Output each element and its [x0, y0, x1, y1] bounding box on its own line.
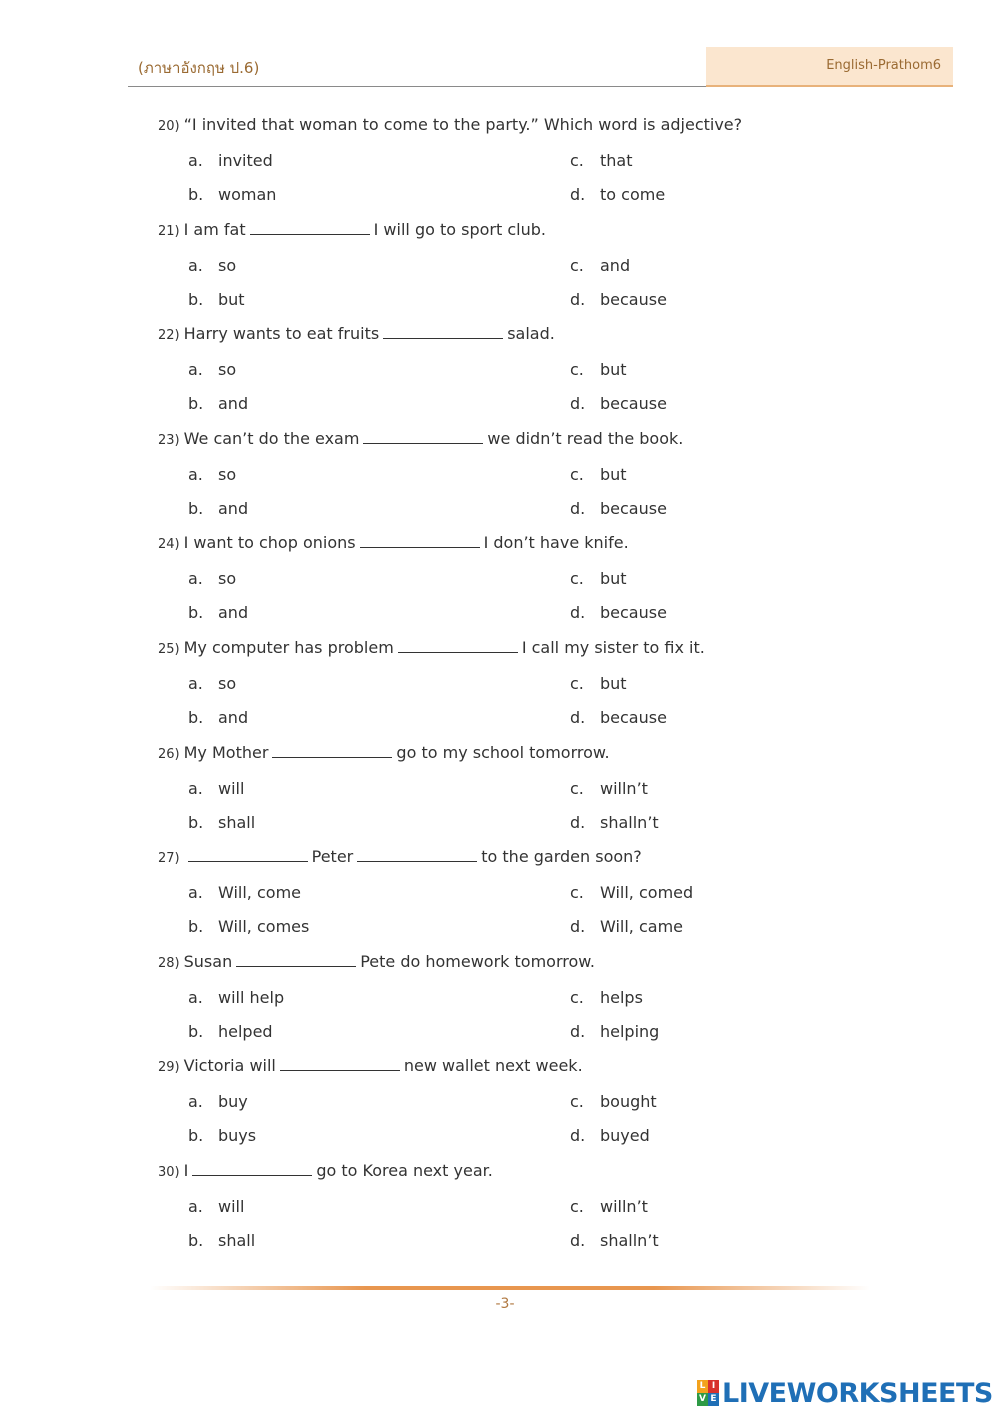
option-letter: b.: [188, 812, 204, 832]
question-number: 21): [158, 223, 180, 239]
option-letter: c.: [570, 674, 584, 693]
question-number: 26): [158, 746, 180, 762]
question-fragment: I call my sister to fix it.: [521, 638, 705, 657]
option-a: [188, 256, 236, 275]
option-text: will help: [218, 987, 285, 1007]
question-fragment: My Mother: [183, 742, 269, 762]
question-fragment: go to my school tomorrow.: [396, 742, 610, 762]
option-text: shall: [218, 1231, 256, 1250]
question-text: [158, 1161, 918, 1183]
option-text: helped: [218, 1021, 273, 1041]
option-b: [188, 1231, 255, 1250]
logo-letter: V: [697, 1393, 708, 1406]
option-a: [188, 1092, 248, 1111]
option-text: Will, come: [218, 883, 301, 903]
option-letter: a.: [188, 883, 203, 903]
option-d: [570, 1022, 659, 1041]
option-c: [570, 988, 643, 1007]
option-d: [570, 1231, 659, 1250]
option-c: [570, 151, 633, 170]
question-number: 24): [158, 537, 180, 553]
question-text: [158, 1056, 918, 1078]
option-text: so: [218, 464, 237, 484]
option-letter: c.: [570, 360, 584, 380]
header-banner: [706, 47, 953, 87]
option-letter: c.: [570, 883, 584, 903]
option-letter: d.: [570, 185, 586, 204]
option-text: because: [600, 603, 667, 623]
header-course-label: English-Prathom6: [826, 58, 941, 73]
option-text: but: [600, 464, 627, 484]
question-text: [158, 533, 918, 555]
question-text: [158, 115, 918, 137]
option-letter: c.: [570, 778, 584, 798]
option-text: because: [600, 289, 667, 309]
option-letter: a.: [188, 674, 203, 693]
answer-blank: [280, 1056, 400, 1071]
answer-blank: [360, 533, 480, 548]
question-number: 20): [158, 119, 180, 134]
logo-text: LIVEWORKSHEETS: [722, 1377, 993, 1409]
option-d: [570, 1126, 650, 1145]
question-number: 27): [158, 851, 180, 867]
question-text: [158, 638, 918, 660]
option-letter: d.: [570, 917, 586, 937]
page-number: -3-: [495, 1296, 515, 1312]
option-letter: b.: [188, 498, 204, 518]
option-d: [570, 499, 667, 518]
question-fragment: salad.: [507, 324, 555, 344]
option-letter: a.: [188, 255, 203, 275]
option-c: [570, 256, 630, 275]
option-letter: d.: [570, 1231, 586, 1250]
answer-blank: [363, 429, 483, 444]
option-text: because: [600, 498, 667, 518]
option-letter: d.: [570, 1126, 586, 1146]
option-c: [570, 360, 627, 379]
question-fragment: “I invited that woman to come to the party.” Which word is adjective?: [183, 115, 743, 134]
question-text: [158, 324, 918, 346]
option-text: buy: [218, 1092, 248, 1112]
option-text: but: [600, 569, 627, 589]
option-b: [188, 1126, 256, 1145]
option-text: and: [218, 603, 249, 623]
option-text: Will, came: [600, 917, 684, 937]
option-a: [188, 779, 244, 798]
option-text: and: [218, 394, 249, 414]
option-d: [570, 394, 667, 413]
option-b: [188, 394, 248, 413]
option-a: [188, 1197, 244, 1216]
option-letter: a.: [188, 987, 203, 1007]
option-letter: a.: [188, 360, 203, 380]
option-text: shall: [218, 812, 256, 832]
option-letter: c.: [570, 569, 584, 589]
option-a: [188, 360, 236, 379]
option-text: but: [218, 289, 245, 309]
logo-letter: L: [697, 1380, 708, 1393]
option-c: [570, 569, 627, 588]
option-text: helps: [600, 987, 643, 1007]
option-a: [188, 883, 301, 902]
question-item: [158, 324, 918, 346]
option-letter: a.: [188, 1197, 203, 1216]
option-letter: c.: [570, 987, 584, 1007]
option-a: [188, 674, 236, 693]
option-text: so: [218, 569, 237, 589]
option-text: willn’t: [600, 778, 648, 798]
answer-blank: [188, 847, 308, 862]
option-letter: c.: [570, 255, 584, 275]
question-fragment: Harry wants to eat fruits: [183, 324, 380, 344]
option-text: invited: [218, 151, 273, 170]
option-text: but: [600, 360, 627, 380]
option-c: [570, 465, 627, 484]
question-item: [158, 743, 918, 765]
question-text: [158, 847, 918, 869]
question-item: [158, 533, 918, 555]
option-letter: d.: [570, 708, 586, 727]
option-d: [570, 290, 667, 309]
option-text: Will, comed: [600, 883, 694, 903]
option-a: [188, 988, 284, 1007]
question-fragment: we didn’t read the book.: [487, 428, 684, 448]
option-letter: b.: [188, 394, 204, 414]
option-b: [188, 499, 248, 518]
logo-letter: E: [708, 1393, 719, 1406]
question-text: [158, 743, 918, 765]
question-fragment: I want to chop onions: [183, 533, 356, 553]
answer-blank: [357, 847, 477, 862]
answer-blank: [192, 1161, 312, 1176]
option-a: [188, 569, 236, 588]
option-text: because: [600, 708, 667, 727]
option-text: willn’t: [600, 1197, 648, 1216]
option-d: [570, 185, 665, 204]
option-text: bought: [600, 1092, 657, 1112]
option-letter: c.: [570, 1092, 584, 1112]
question-number: 30): [158, 1165, 180, 1180]
option-text: so: [218, 360, 237, 380]
option-letter: b.: [188, 708, 204, 727]
answer-blank: [398, 638, 518, 653]
option-c: [570, 779, 648, 798]
option-a: [188, 151, 273, 170]
option-b: [188, 708, 248, 727]
option-d: [570, 813, 659, 832]
option-b: [188, 917, 309, 936]
option-text: because: [600, 394, 667, 414]
question-fragment: I will go to sport club.: [373, 219, 546, 239]
option-b: [188, 813, 255, 832]
question-fragment: go to Korea next year.: [316, 1161, 493, 1180]
footer-divider: [150, 1286, 870, 1290]
option-c: [570, 1197, 648, 1216]
question-fragment: We can’t do the exam: [183, 428, 360, 448]
question-item: [158, 429, 918, 451]
option-b: [188, 185, 276, 204]
option-text: will: [218, 778, 245, 798]
question-item: [158, 847, 918, 869]
option-letter: b.: [188, 1126, 204, 1146]
question-number: 23): [158, 432, 180, 448]
option-letter: d.: [570, 1021, 586, 1041]
option-text: but: [600, 674, 627, 693]
question-number: 22): [158, 328, 180, 344]
question-number: 29): [158, 1060, 180, 1076]
option-c: [570, 674, 627, 693]
question-item: [158, 1161, 918, 1183]
question-fragment: Pete do homework tomorrow.: [360, 951, 595, 971]
logo-letter: I: [708, 1380, 719, 1393]
question-item: [158, 115, 918, 137]
question-fragment: I: [183, 1161, 189, 1180]
option-d: [570, 603, 667, 622]
option-b: [188, 603, 248, 622]
question-fragment: new wallet next week.: [403, 1056, 583, 1076]
option-letter: a.: [188, 569, 203, 589]
question-fragment: I don’t have knife.: [483, 533, 629, 553]
header-divider: [128, 86, 706, 87]
option-d: [570, 708, 667, 727]
liveworksheets-logo: [697, 1378, 993, 1408]
question-fragment: to the garden soon?: [481, 847, 642, 867]
option-text: shalln’t: [600, 812, 659, 832]
option-text: so: [218, 255, 237, 275]
answer-blank: [236, 952, 356, 967]
option-text: buys: [218, 1126, 257, 1146]
option-text: helping: [600, 1021, 660, 1041]
answer-blank: [250, 220, 370, 235]
option-letter: a.: [188, 151, 203, 170]
question-number: 25): [158, 642, 180, 657]
question-fragment: Susan: [183, 951, 233, 971]
option-text: Will, comes: [218, 917, 310, 937]
option-letter: b.: [188, 185, 204, 204]
question-item: [158, 1056, 918, 1078]
question-item: [158, 638, 918, 660]
option-letter: d.: [570, 603, 586, 623]
option-text: to come: [600, 185, 666, 204]
question-item: [158, 952, 918, 974]
option-d: [570, 917, 683, 936]
option-letter: d.: [570, 289, 586, 309]
option-letter: a.: [188, 1092, 203, 1112]
question-fragment: I am fat: [183, 219, 246, 239]
question-text: [158, 220, 918, 242]
option-letter: b.: [188, 1021, 204, 1041]
logo-icon: [697, 1380, 719, 1406]
question-fragment: My computer has problem: [183, 638, 394, 657]
option-letter: d.: [570, 812, 586, 832]
option-letter: b.: [188, 1231, 204, 1250]
option-b: [188, 290, 245, 309]
question-item: [158, 220, 918, 242]
answer-blank: [272, 743, 392, 758]
option-text: and: [218, 498, 249, 518]
option-c: [570, 1092, 657, 1111]
question-number: 28): [158, 955, 180, 971]
header-subject-label: (ภาษาอังกฤษ ป.6): [138, 59, 260, 77]
option-text: and: [218, 708, 249, 727]
option-b: [188, 1022, 273, 1041]
answer-blank: [383, 324, 503, 339]
option-text: will: [218, 1197, 245, 1216]
option-text: so: [218, 674, 237, 693]
option-c: [570, 883, 693, 902]
option-letter: d.: [570, 498, 586, 518]
option-text: that: [600, 151, 633, 170]
option-letter: d.: [570, 394, 586, 414]
option-letter: c.: [570, 151, 584, 170]
option-letter: a.: [188, 464, 203, 484]
question-fragment: Peter: [311, 847, 354, 867]
question-text: [158, 429, 918, 451]
option-text: and: [600, 255, 631, 275]
question-text: [158, 952, 918, 974]
option-letter: b.: [188, 917, 204, 937]
option-text: buyed: [600, 1126, 650, 1146]
option-a: [188, 465, 236, 484]
option-letter: b.: [188, 603, 204, 623]
question-fragment: Victoria will: [183, 1056, 276, 1076]
option-text: shalln’t: [600, 1231, 659, 1250]
option-letter: b.: [188, 289, 204, 309]
option-text: woman: [218, 185, 277, 204]
option-letter: c.: [570, 1197, 584, 1216]
option-letter: a.: [188, 778, 203, 798]
option-letter: c.: [570, 464, 584, 484]
